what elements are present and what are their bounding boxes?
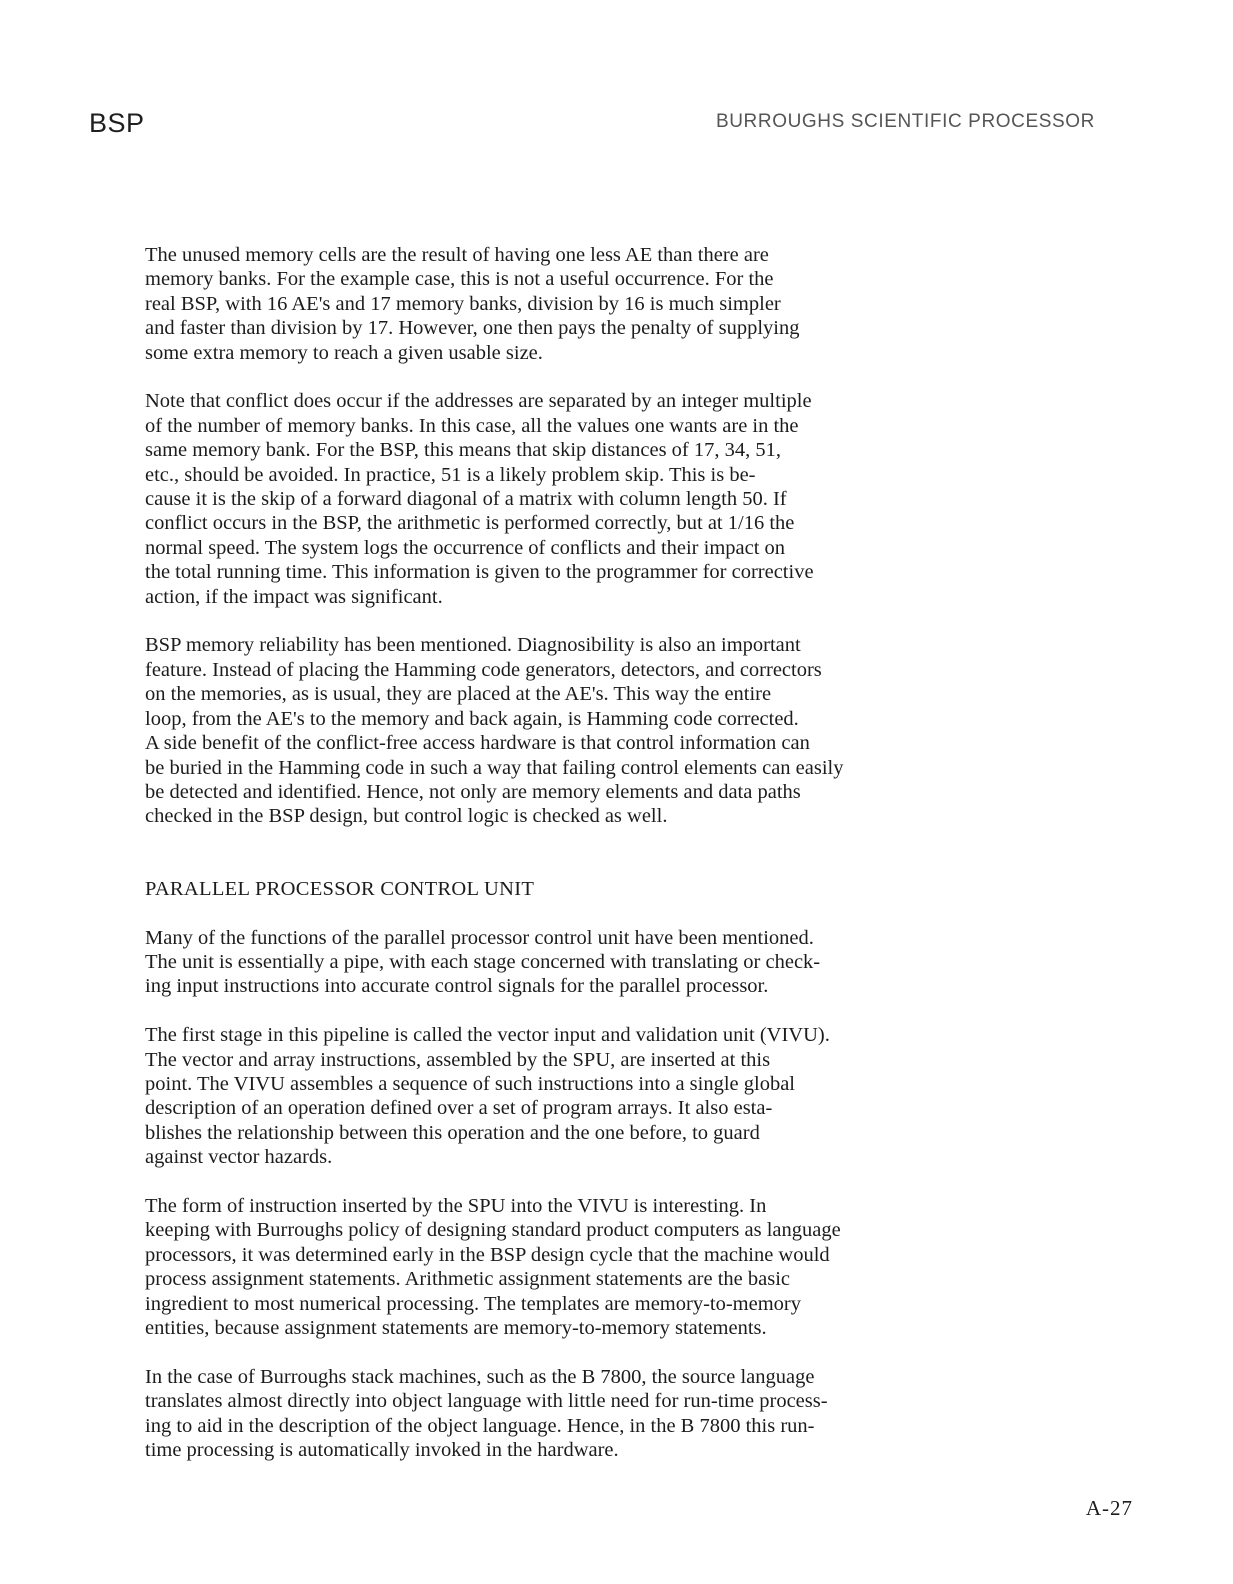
text-line: against vector hazards.: [145, 1146, 333, 1169]
text-line: translates almost directly into object language with little need for run-time process-: [145, 1390, 828, 1413]
paragraph: [145, 1023, 1085, 1169]
text-line: The unused memory cells are the result of having one less AE than there are: [145, 244, 769, 266]
text-line: conflict occurs in the BSP, the arithmetic is performed correctly, but at 1/16 the: [145, 512, 795, 535]
text-line: time processing is automatically invoked in the hardware.: [145, 1439, 619, 1461]
text-line: entities, because assignment statements are memory-to-memory statements.: [145, 1316, 767, 1339]
text-line: cause it is the skip of a forward diagonal of a matrix with column length 50. If: [145, 488, 787, 511]
text-line: memory banks. For the example case, this is not a useful occurrence. For the: [145, 268, 774, 291]
text-line: some extra memory to reach a given usable size.: [145, 341, 543, 364]
text-line: ingredient to most numerical processing. The templates are memory-to-memory: [145, 1292, 801, 1315]
text-line: action, if the impact was significant.: [145, 585, 443, 608]
text-line: on the memories, as is usual, they are placed at the AE's. This way the entire: [145, 683, 772, 706]
text-line: ing to aid in the description of the object language. Hence, in the B 7800 this run-: [145, 1414, 815, 1437]
text-line: ing input instructions into accurate control signals for the parallel processor.: [145, 975, 769, 998]
header-product-code: BSP: [89, 108, 145, 138]
text-line: the total running time. This information is given to the programmer for corrective: [145, 561, 814, 584]
text-line: processors, it was determined early in the BSP design cycle that the machine would: [145, 1243, 830, 1266]
text-line: keeping with Burroughs policy of designing standard product computers as language: [145, 1219, 841, 1242]
text-line: In the case of Burroughs stack machines, such as the B 7800, the source language: [145, 1365, 815, 1388]
text-line: be detected and identified. Hence, not only are memory elements and data paths: [145, 780, 801, 803]
text-line: process assignment statements. Arithmetic assignment statements are the basic: [145, 1268, 791, 1291]
text-line: feature. Instead of placing the Hamming code generators, detectors, and correctors: [145, 658, 822, 681]
paragraphs-before-heading: [145, 243, 1085, 829]
document-body: [145, 243, 1085, 1487]
text-line: real BSP, with 16 AE's and 17 memory banks, division by 16 is much simpler: [145, 292, 781, 315]
text-line: same memory bank. For the BSP, this means that skip distances of 17, 34, 51,: [145, 439, 782, 462]
text-line: The form of instruction inserted by the SPU into the VIVU is interesting. In: [145, 1194, 767, 1217]
header-product-title: BURROUGHS SCIENTIFIC PROCESSOR: [715, 111, 1095, 132]
page-number: A-27: [1085, 1496, 1133, 1520]
paragraphs-after-heading: [145, 926, 1085, 1463]
paragraph: [145, 389, 1085, 609]
text-line: BSP memory reliability has been mentioned. Diagnosibility is also an important: [145, 634, 801, 657]
text-line: loop, from the AE's to the memory and back again, is Hamming code corrected.: [145, 707, 799, 730]
text-line: be buried in the Hamming code in such a way that failing control elements can easily: [145, 756, 844, 779]
paragraph: [145, 1365, 1085, 1463]
text-line: normal speed. The system logs the occurrence of conflicts and their impact on: [145, 536, 786, 559]
text-line: and faster than division by 17. However, one then pays the penalty of supplying: [145, 317, 800, 340]
paragraph: [145, 243, 1085, 365]
text-line: The vector and array instructions, assembled by the SPU, are inserted at this: [145, 1048, 771, 1071]
text-line: Many of the functions of the parallel processor control unit have been mentioned.: [145, 926, 814, 949]
text-line: description of an operation defined over a set of program arrays. It also esta-: [145, 1097, 773, 1120]
text-line: The unit is essentially a pipe, with each stage concerned with translating or check-: [145, 950, 821, 973]
section-heading: PARALLEL PROCESSOR CONTROL UNIT: [145, 877, 535, 900]
text-line: checked in the BSP design, but control logic is checked as well.: [145, 805, 668, 828]
paragraph: [145, 633, 1085, 828]
paragraph: [145, 926, 1085, 999]
text-line: point. The VIVU assembles a sequence of such instructions into a single global: [145, 1072, 795, 1095]
text-line: A side benefit of the conflict-free access hardware is that control information can: [145, 732, 810, 755]
text-line: blishes the relationship between this operation and the one before, to guard: [145, 1121, 760, 1144]
text-line: The first stage in this pipeline is called the vector input and validation unit (VIVU).: [145, 1024, 830, 1047]
paragraph: [145, 1194, 1085, 1340]
text-line: of the number of memory banks. In this case, all the values one wants are in the: [145, 414, 799, 437]
text-line: etc., should be avoided. In practice, 51 is a likely problem skip. This is be-: [145, 463, 756, 486]
text-line: Note that conflict does occur if the addresses are separated by an integer multiple: [145, 390, 812, 413]
